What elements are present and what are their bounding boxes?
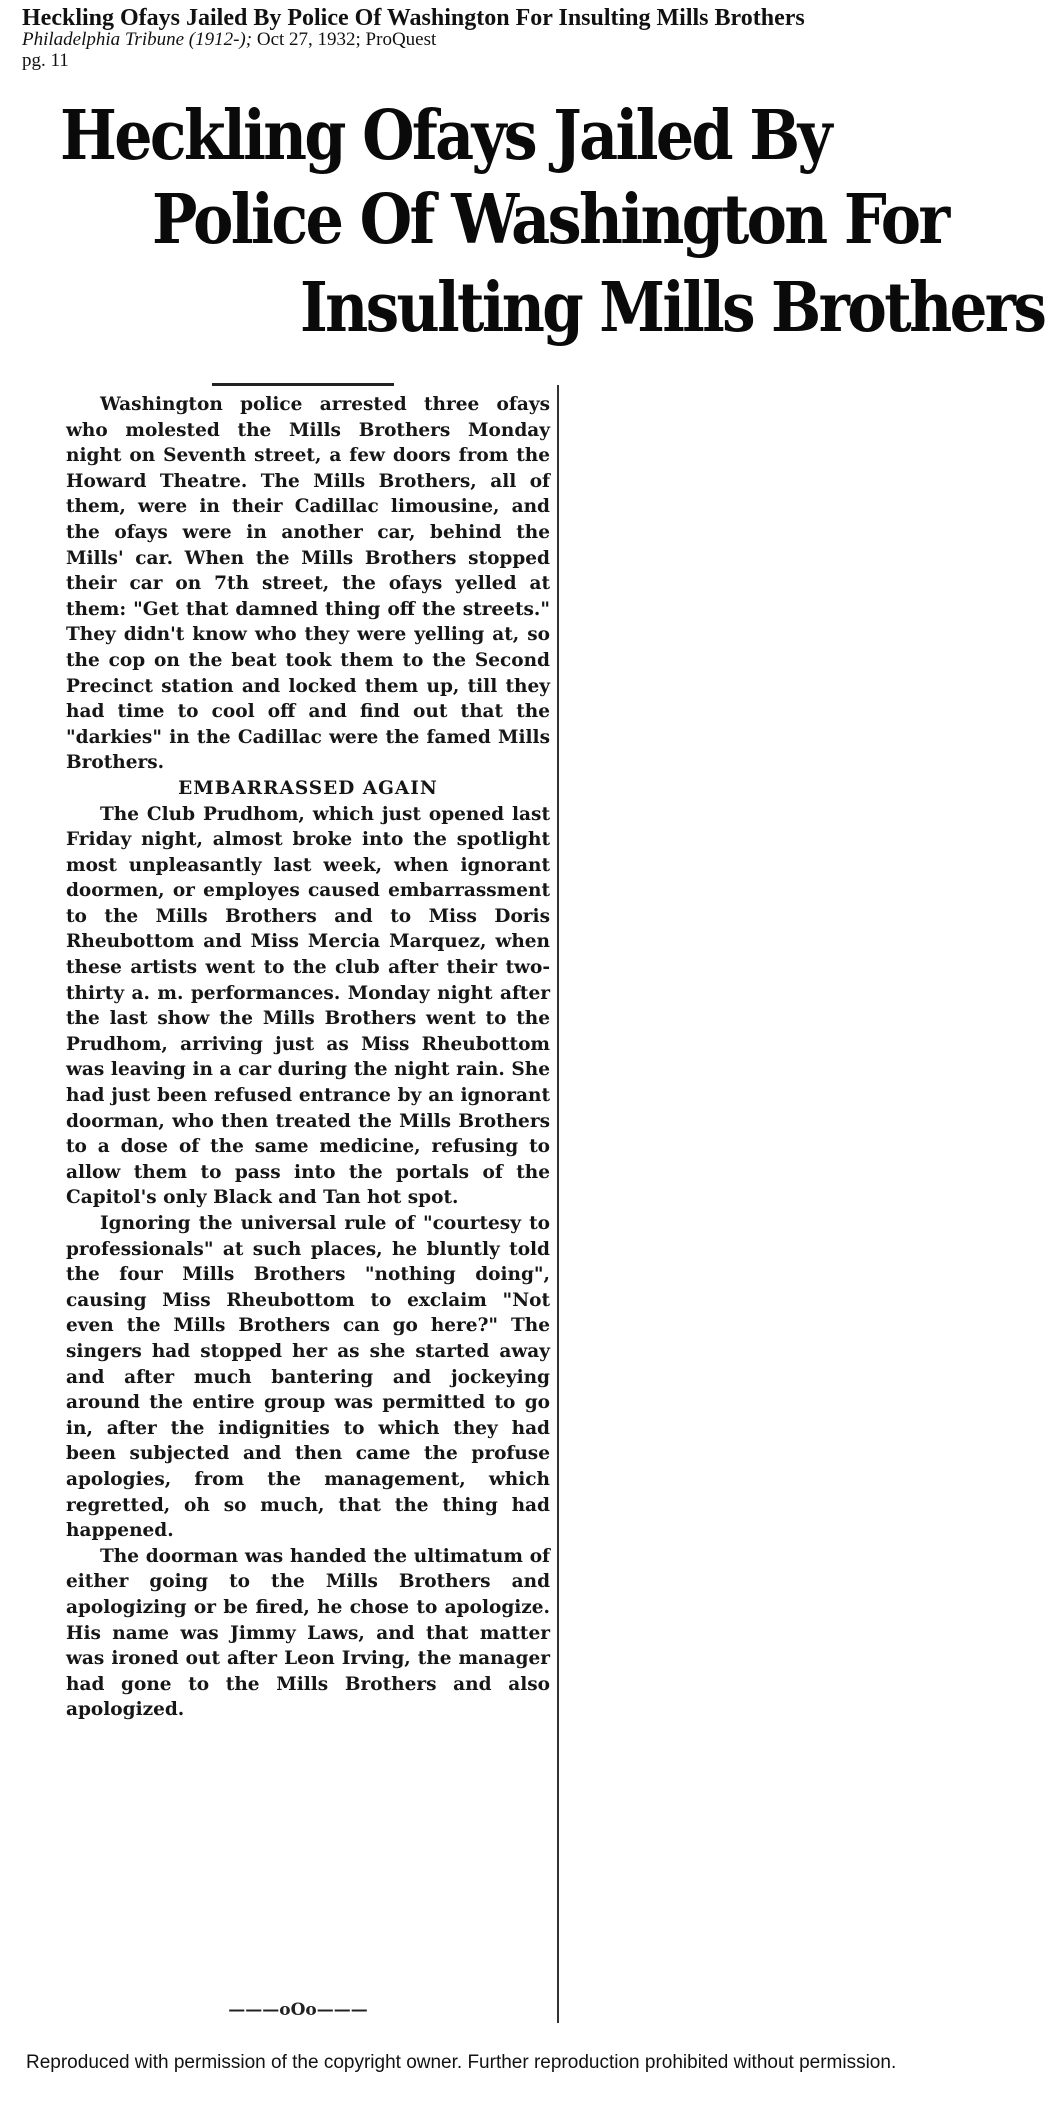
- article-paragraph: Ignoring the universal rule of "courtesy to professionals" at such places, he bluntly told the four Mills Brothers "nothing doing", causing Miss Rheubottom to exclaim "Not even the Mills Brothers can go here?" The singers had stopped her as she started away and after much bantering and jockeying around the entire group was permitted to go in, after the indignities to which they had been subjected and then came the profuse apologies, from the management, which regretted, oh so much, that the thing had happened.: [66, 1213, 550, 1542]
- headline-line-2: Police Of Washington For: [152, 180, 948, 260]
- headline-divider: [212, 383, 394, 386]
- article-paragraph: Washington police arrested three ofays who molested the Mills Brothers Monday night on Seventh street, a few doors from the Howard Theatre. The Mills Brothers, all of them, were in their Cadillac limousine, and the ofays were in another car, behind the Mills' car. When the Mills Brothers stopped their car on 7th street, the ofays yelled at them: "Get that damned thing off the streets." They didn't know who they were yelling at, so the cop on the beat took them to the Second Precinct station and locked them up, till they had time to cool off and find out that the "darkies" in the Cadillac were the famed Mills Brothers.: [66, 394, 550, 774]
- document-source: [22, 29, 436, 51]
- column-rule: [557, 385, 559, 2023]
- copyright-notice: Reproduced with permission of the copyright owner. Further reproduction prohibited without permission.: [26, 2052, 897, 2073]
- headline-line-1: Heckling Ofays Jailed By: [60, 96, 830, 176]
- document-title: Heckling Ofays Jailed By Police Of Washington For Insulting Mills Brothers: [22, 5, 805, 31]
- publication-name: Philadelphia Tribune (1912-);: [22, 29, 253, 50]
- page-number: pg. 11: [22, 50, 69, 71]
- article-subhead: EMBARRASSED AGAIN: [178, 777, 438, 799]
- publication-date: Oct 27, 1932; ProQuest: [256, 29, 437, 50]
- headline-line-3: Insulting Mills Brothers: [300, 268, 1045, 348]
- article-body: [66, 392, 550, 1723]
- article-end-mark: ———oOo———: [228, 2000, 368, 2020]
- article-paragraph: The Club Prudhom, which just opened last Friday night, almost broke into the spotlight most unpleasantly last week, when ignorant doormen, or employes caused embarrassment to the Mills Brothers and to Miss Doris Rheubottom and Miss Mercia Marquez, when these artists went to the club after their two-thirty a. m. performances. Monday night after the last show the Mills Brothers went to the Prudhom, arriving just as Miss Rheubottom was leaving in a car during the night rain. She had just been refused entrance by an ignorant doorman, who then treated the Mills Brothers to a dose of the same medicine, refusing to allow them to pass into the portals of the Capitol's only Black and Tan hot spot.: [66, 803, 550, 1209]
- article-paragraph: The doorman was handed the ultimatum of either going to the Mills Brothers and apologizing or be fired, he chose to apologize. His name was Jimmy Laws, and that matter was ironed out after Leon Irving, the manager had gone to the Mills Brothers and also apologized.: [66, 1545, 550, 1721]
